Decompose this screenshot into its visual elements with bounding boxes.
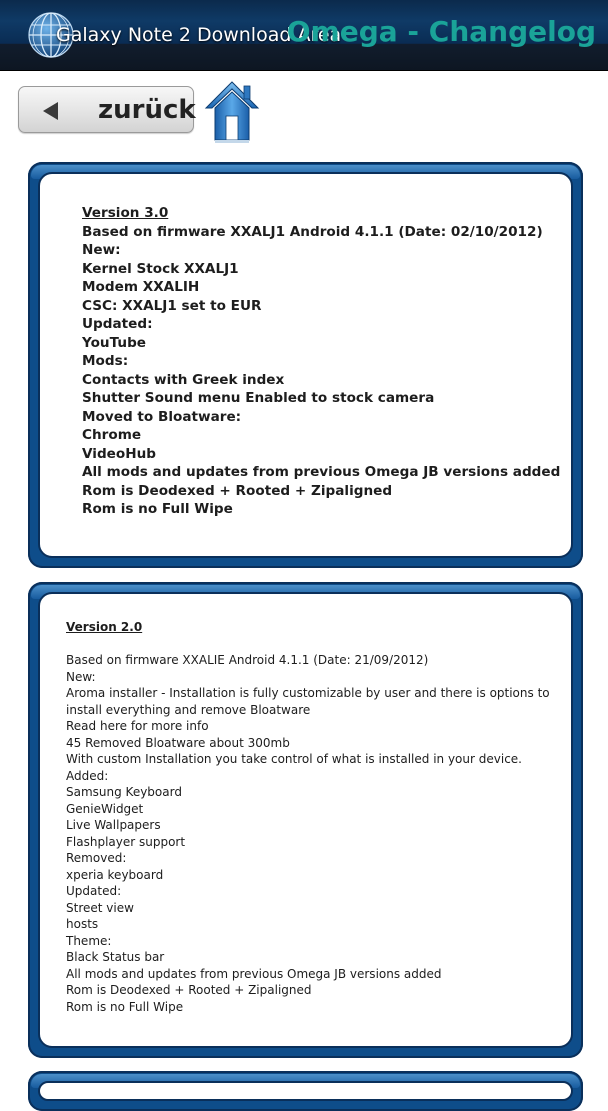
changelog-line: Rom is Deodexed + Rooted + Zipaligned — [66, 983, 312, 997]
changelog-line: Added: — [66, 768, 109, 783]
spacer — [66, 636, 550, 653]
changelog-line: New: — [82, 242, 121, 258]
changelog-text — [82, 204, 560, 519]
version-title: Version 3.0 — [82, 205, 169, 221]
changelog-line: Kernel Stock XXALJ1 — [82, 260, 239, 277]
changelog-line: Mods: — [82, 353, 129, 369]
changelog-line: Removed: — [66, 851, 127, 865]
changelog-line: Read here for more info — [66, 719, 209, 733]
changelog-panel-next — [28, 1071, 583, 1111]
changelog-line: Aroma installer - Installation is fully customizable by user and there is options to — [66, 686, 550, 700]
changelog-line: Theme: — [66, 933, 112, 948]
changelog-line: Moved to Bloatware: — [82, 408, 242, 425]
changelog-line: Rom is Deodexed + Rooted + Zipaligned — [82, 482, 393, 499]
changelog-line: GenieWidget — [66, 801, 144, 816]
changelog-line: install everything and remove Bloatware — [66, 702, 311, 717]
changelog-line: Updated: — [66, 884, 122, 898]
changelog-line: Chrome — [82, 427, 142, 443]
changelog-line: With custom Installation you take control of what is installed in your device. — [66, 752, 522, 766]
back-button[interactable] — [18, 86, 194, 133]
changelog-line: All mods and updates from previous Omega JB versions added — [82, 464, 561, 480]
changelog-line: New: — [66, 669, 96, 684]
changelog-line: All mods and updates from previous Omega JB versions added — [66, 966, 442, 981]
changelog-line: Street view — [66, 900, 134, 915]
changelog-line: xperia keyboard — [66, 867, 164, 882]
changelog-text — [66, 619, 550, 1015]
changelog-line: Rom is no Full Wipe — [66, 999, 184, 1014]
site-title: Galaxy Note 2 Download Area — [56, 24, 342, 46]
back-button-label: zurück — [98, 95, 196, 125]
changelog-line: Contacts with Greek index — [82, 371, 285, 388]
changelog-line: CSC: XXALJ1 set to EUR — [82, 297, 262, 314]
changelog-line: Modem XXALIH — [82, 279, 200, 295]
home-icon[interactable] — [204, 80, 260, 144]
changelog-line: Updated: — [82, 316, 153, 332]
changelog-panel-version-2 — [28, 582, 583, 1058]
changelog-line: Black Status bar — [66, 950, 165, 964]
changelog-line: Shutter Sound menu Enabled to stock camera — [82, 390, 435, 406]
changelog-line: Rom is no Full Wipe — [82, 501, 233, 517]
version-title: Version 2.0 — [66, 620, 143, 634]
page-title: Omega - Changelog — [286, 15, 596, 48]
changelog-line: Based on firmware XXALJ1 Android 4.1.1 (Date: 02/10/2012) — [82, 223, 543, 240]
changelog-line: 45 Removed Bloatware about 300mb — [66, 735, 290, 750]
changelog-line: Samsung Keyboard — [66, 785, 182, 799]
app-header — [0, 0, 608, 71]
changelog-panel-version-3 — [28, 162, 583, 568]
changelog-line: VideoHub — [82, 445, 157, 462]
changelog-line: YouTube — [82, 334, 147, 351]
left-arrow-icon — [43, 102, 58, 120]
changelog-line: Flashplayer support — [66, 834, 186, 849]
changelog-line: Live Wallpapers — [66, 818, 161, 832]
changelog-line: hosts — [66, 917, 99, 931]
changelog-line: Based on firmware XXALIE Android 4.1.1 (Date: 21/09/2012) — [66, 653, 429, 667]
